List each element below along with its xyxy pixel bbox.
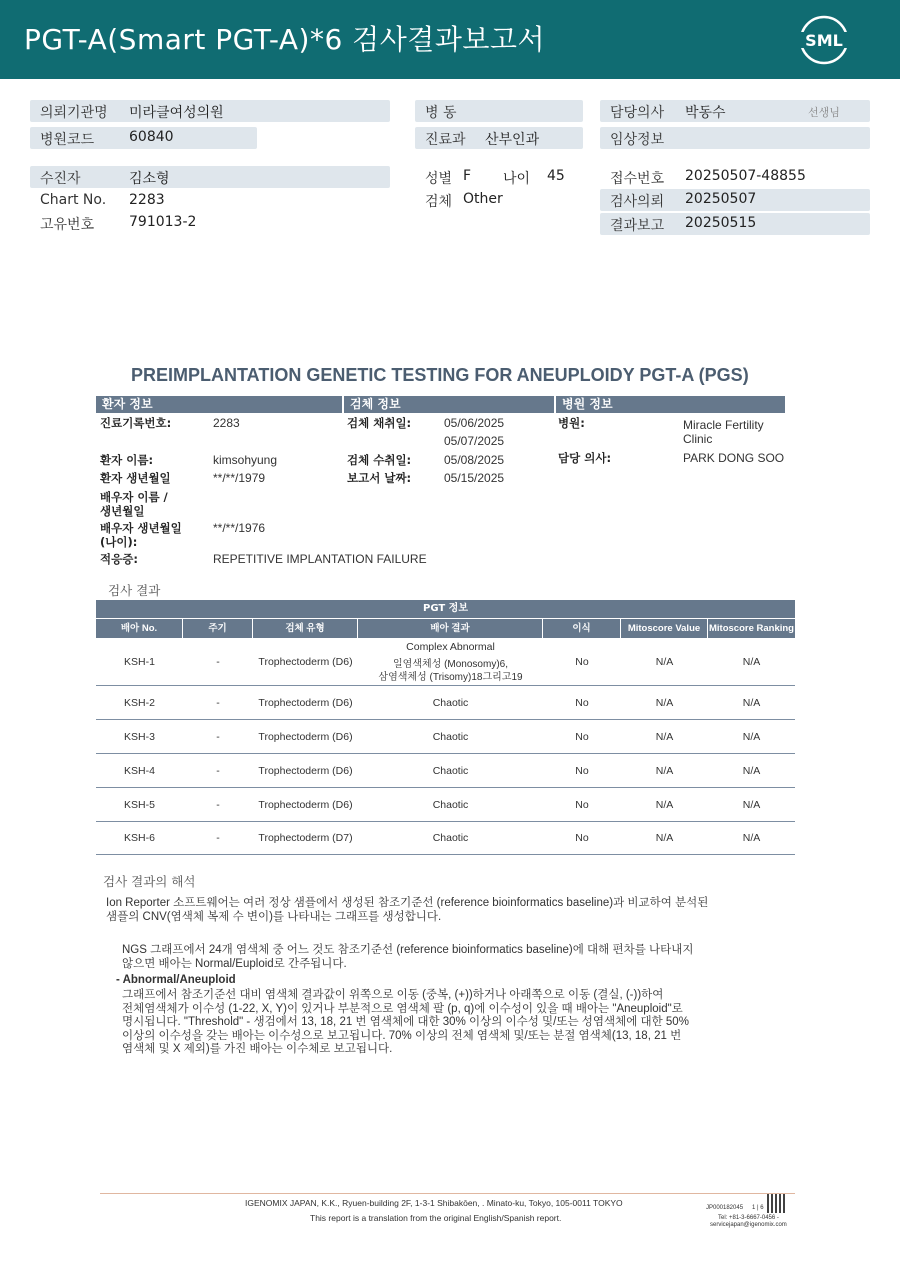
doctor-en-label: 담당 의사: bbox=[558, 451, 612, 465]
spouse-dob-label bbox=[100, 521, 182, 549]
result-line-1: Complex Abnormal bbox=[406, 640, 495, 653]
cell-mitoscore-value: N/A bbox=[655, 832, 674, 844]
cell-cycle: - bbox=[216, 696, 220, 709]
ward-field bbox=[415, 100, 583, 122]
report-date-label: 결과보고 bbox=[610, 218, 665, 234]
interp-para-3-line-4: 이상의 이수성을 갖는 배아는 이수성으로 보고됩니다. 70% 이상의 전체 염색체 및/또는 분절 염색체(13, 18, 21 번 bbox=[122, 1029, 682, 1042]
sml-logo bbox=[798, 14, 850, 66]
clinical-field bbox=[600, 127, 870, 149]
dept-value: 산부인과 bbox=[485, 132, 540, 148]
header-bar bbox=[0, 0, 900, 79]
cell-specimen-type: Trophectoderm (D6) bbox=[258, 730, 353, 743]
interp-para-2 bbox=[122, 944, 693, 971]
table-row bbox=[96, 822, 795, 855]
cell-embryo-result: Chaotic bbox=[432, 798, 469, 811]
cell-embryo-result: Chaotic bbox=[432, 832, 469, 844]
ward-label: 병 동 bbox=[425, 105, 457, 121]
request-value: 20250507 bbox=[685, 191, 757, 207]
footer-note: This report is a translation from the original English/Spanish report. bbox=[310, 1213, 562, 1223]
collect-value-1: 05/06/2025 bbox=[444, 416, 505, 430]
report-date-field bbox=[600, 213, 870, 235]
patient-dob-label: 환자 생년월일 bbox=[100, 471, 171, 485]
specimen-label: 검체 bbox=[425, 194, 453, 210]
cell-cycle: - bbox=[216, 764, 220, 777]
cell-embryo-no: KSH-6 bbox=[124, 832, 155, 844]
hospital-code-value: 60840 bbox=[129, 129, 174, 145]
report-main-title: PREIMPLANTATION GENETIC TESTING FOR ANEUPLOIDY PGT-A (PGS) bbox=[131, 365, 749, 385]
unique-label: 고유번호 bbox=[40, 217, 95, 233]
request-field bbox=[600, 189, 870, 211]
footer-page: 1 | 6 bbox=[752, 1205, 764, 1211]
spouse-name-label-2: 생년월일 bbox=[100, 504, 145, 518]
interp-para-1-line-1: Ion Reporter 소프트웨어는 여러 정상 샘플에서 생성된 참조기준선 (reference bioinformatics baseline)과 비교하여 분석된 bbox=[106, 897, 709, 909]
col-embryo-no: 배아 No. bbox=[96, 619, 183, 638]
logo-text: SML bbox=[805, 31, 843, 50]
spouse-dob-label-2: (나이): bbox=[100, 535, 138, 549]
doctor-suffix: 선생님 bbox=[808, 106, 840, 119]
cell-mitoscore-ranking: N/A bbox=[742, 798, 761, 811]
request-label: 검사의뢰 bbox=[610, 194, 665, 210]
unique-value: 791013-2 bbox=[129, 214, 197, 230]
record-no-value: 2283 bbox=[213, 416, 240, 430]
sex-label: 성별 bbox=[425, 171, 453, 187]
sex-value: F bbox=[463, 168, 472, 184]
table-row bbox=[96, 788, 795, 822]
section-specimen-info: 검체 정보 bbox=[344, 396, 554, 413]
cell-specimen-type: Trophectoderm (D6) bbox=[258, 798, 353, 811]
col-transfer: 이식 bbox=[543, 619, 621, 638]
section-patient-info: 환자 정보 bbox=[96, 396, 342, 413]
cell-specimen-type: Trophectoderm (D6) bbox=[258, 764, 353, 777]
footer-divider bbox=[100, 1193, 795, 1194]
patient-label: 수진자 bbox=[40, 171, 81, 187]
col-mitoscore-value: Mitoscore Value bbox=[621, 619, 708, 638]
record-no-label: 진료기록번호: bbox=[100, 416, 172, 430]
patient-value: 김소형 bbox=[129, 171, 170, 187]
result-line-2: 일염색체성 (Monosomy)6, bbox=[393, 658, 508, 670]
doctor-field bbox=[600, 100, 870, 122]
cell-embryo-result bbox=[358, 639, 543, 685]
unique-field bbox=[30, 212, 390, 234]
institution-label: 의뢰기관명 bbox=[40, 105, 108, 121]
col-cycle: 주기 bbox=[183, 619, 253, 638]
institution-value: 미라클여성의원 bbox=[129, 105, 224, 121]
table-row bbox=[96, 686, 795, 720]
cell-transfer: No bbox=[575, 696, 589, 709]
institution-field bbox=[30, 100, 390, 122]
cell-cycle: - bbox=[216, 730, 220, 743]
cell-mitoscore-ranking: N/A bbox=[742, 730, 761, 743]
interp-para-3-line-1: 그래프에서 참조기준선 대비 염색체 결과값이 위쪽으로 이동 (중복, (+))하거나 아래쪽으로 이동 (결실, (-))하여 bbox=[122, 989, 664, 1001]
specimen-value: Other bbox=[463, 191, 503, 207]
col-specimen-type: 검체 유형 bbox=[253, 619, 358, 638]
results-heading: 검사 결과 bbox=[108, 583, 161, 598]
chart-field bbox=[30, 190, 390, 212]
table-row bbox=[96, 720, 795, 754]
collect-label: 검체 채취일: bbox=[347, 416, 412, 430]
table-title: PGT 정보 bbox=[96, 600, 795, 618]
cell-cycle: - bbox=[216, 798, 220, 811]
indication-value: REPETITIVE IMPLANTATION FAILURE bbox=[213, 552, 427, 566]
doctor-en-value: PARK DONG SOO bbox=[683, 451, 785, 465]
cell-embryo-result: Chaotic bbox=[432, 696, 469, 709]
table-row bbox=[96, 754, 795, 788]
interp-para-2-line-1: NGS 그래프에서 24개 염색체 중 어느 것도 참조기준선 (reference bioinformatics baseline)에 대해 편차를 나타내지 bbox=[122, 944, 694, 956]
cell-mitoscore-ranking: N/A bbox=[742, 656, 761, 668]
interp-para-3-line-5: 염색체 및 X 제외)를 가진 배아는 이수체로 보고됩니다. bbox=[122, 1043, 393, 1055]
hospital-code-field bbox=[30, 127, 257, 149]
cell-embryo-no: KSH-3 bbox=[124, 730, 155, 743]
cell-embryo-no: KSH-2 bbox=[124, 696, 155, 709]
spouse-name-label bbox=[100, 490, 168, 518]
cell-embryo-result: Chaotic bbox=[432, 764, 469, 777]
interp-para-1 bbox=[106, 897, 708, 924]
doctor-label: 담당의사 bbox=[610, 105, 665, 121]
report-date-value-en: 05/15/2025 bbox=[444, 471, 505, 485]
cell-embryo-no: KSH-5 bbox=[124, 798, 155, 811]
cell-mitoscore-value: N/A bbox=[655, 696, 674, 709]
hospital-code-label: 병원코드 bbox=[40, 132, 95, 148]
cell-transfer: No bbox=[575, 798, 589, 811]
specimen-field bbox=[415, 189, 583, 211]
hospital-value-2: Clinic bbox=[683, 432, 713, 446]
clinical-label: 임상정보 bbox=[610, 132, 665, 148]
cell-mitoscore-ranking: N/A bbox=[742, 832, 761, 844]
section-hospital-info: 병원 정보 bbox=[556, 396, 785, 413]
interp-para-2-line-2: 않으면 배아는 Normal/Euploid로 간주됩니다. bbox=[122, 957, 347, 970]
cell-mitoscore-ranking: N/A bbox=[742, 696, 761, 709]
col-mitoscore-ranking: Mitoscore Ranking bbox=[708, 619, 795, 638]
doctor-value: 박동수 bbox=[685, 105, 726, 121]
cell-transfer: No bbox=[575, 656, 589, 668]
receipt-field bbox=[600, 166, 870, 188]
cell-cycle: - bbox=[216, 832, 220, 844]
interp-para-3 bbox=[122, 989, 689, 1057]
cell-transfer: No bbox=[575, 832, 589, 844]
cell-mitoscore-value: N/A bbox=[655, 798, 674, 811]
cell-mitoscore-value: N/A bbox=[655, 764, 674, 777]
dept-label: 진료과 bbox=[425, 132, 466, 148]
report-title: PGT-A(Smart PGT-A)*6 검사결과보고서 bbox=[24, 23, 546, 56]
cell-embryo-result: Chaotic bbox=[432, 730, 469, 743]
interpretation-heading: 검사 결과의 해석 bbox=[103, 874, 196, 889]
cell-transfer: No bbox=[575, 730, 589, 743]
age-label: 나이 bbox=[503, 171, 531, 187]
spouse-dob-value: **/**/1976 bbox=[213, 521, 266, 535]
patient-field bbox=[30, 166, 390, 188]
col-embryo-result: 배아 결과 bbox=[358, 619, 543, 638]
table-header bbox=[96, 619, 795, 638]
table-row bbox=[96, 639, 795, 686]
cell-mitoscore-ranking: N/A bbox=[742, 764, 761, 777]
cell-transfer: No bbox=[575, 764, 589, 777]
cell-specimen-type: Trophectoderm (D6) bbox=[258, 696, 353, 709]
report-date-value: 20250515 bbox=[685, 215, 757, 231]
chart-label: Chart No. bbox=[40, 192, 107, 208]
cell-mitoscore-value: N/A bbox=[655, 730, 674, 743]
spouse-name-label-1: 배우자 이름 / bbox=[100, 490, 168, 504]
footer-phone: Tel: +81-3-6667-0456 - bbox=[718, 1215, 779, 1221]
interp-para-3-heading: - Abnormal/Aneuploid bbox=[116, 974, 236, 986]
patient-name-value: kimsohyung bbox=[213, 453, 278, 467]
receipt-value: 20250507-48855 bbox=[685, 168, 806, 184]
chart-value: 2283 bbox=[129, 192, 165, 208]
cell-mitoscore-value: N/A bbox=[655, 656, 674, 668]
received-label: 검체 수취일: bbox=[347, 453, 412, 467]
age-value: 45 bbox=[547, 168, 565, 184]
indication-label: 적응증: bbox=[100, 552, 138, 566]
report-date-label-en: 보고서 날짜: bbox=[347, 471, 412, 485]
interp-para-1-line-2: 샘플의 CNV(염색체 복제 수 변이)를 나타내는 그래프를 생성합니다. bbox=[106, 910, 442, 923]
receipt-label: 접수번호 bbox=[610, 171, 665, 187]
interp-para-3-line-2: 전체염색체가 이수성 (1-22, X, Y)이 있거나 부분적으로 염색체 팔 (p, q)에 이수성이 있을 때 배아는 "Aneuploid"로 bbox=[122, 1002, 683, 1015]
qr-code-icon bbox=[767, 1194, 786, 1213]
dept-field bbox=[415, 127, 583, 149]
patient-dob-value: **/**/1979 bbox=[213, 471, 266, 485]
patient-name-label: 환자 이름: bbox=[100, 453, 154, 467]
footer-email: servicejapan@igenomix.com bbox=[710, 1222, 787, 1228]
collect-value-2: 05/07/2025 bbox=[444, 434, 505, 448]
hospital-value-1: Miracle Fertility bbox=[683, 418, 764, 432]
spouse-dob-label-1: 배우자 생년월일 bbox=[100, 521, 182, 535]
received-value: 05/08/2025 bbox=[444, 453, 505, 467]
sex-age-field bbox=[415, 166, 583, 188]
result-line-3: 삼염색체성 (Trisomy)18그리고19 bbox=[378, 671, 523, 683]
cell-specimen-type: Trophectoderm (D6) bbox=[258, 656, 353, 668]
interp-para-3-line-3: 명시됩니다. "Threshold" - 생검에서 13, 18, 21 번 염색체에 대한 30% 이상의 이수성 및/또는 성염색체에 대한 50% bbox=[122, 1016, 689, 1028]
cell-cycle: - bbox=[216, 656, 220, 668]
footer-address: IGENOMIX JAPAN, K.K., Ryuen-building 2F, 1-3-1 Shibakōen, . Minato-ku, Tokyo, 105-0011 TOKYO bbox=[245, 1198, 623, 1208]
cell-embryo-no: KSH-1 bbox=[124, 656, 155, 668]
hospital-label: 병원: bbox=[558, 416, 585, 430]
cell-embryo-no: KSH-4 bbox=[124, 764, 155, 777]
footer-doc-code: JP000182045 bbox=[706, 1205, 744, 1211]
cell-specimen-type: Trophectoderm (D7) bbox=[258, 832, 353, 844]
